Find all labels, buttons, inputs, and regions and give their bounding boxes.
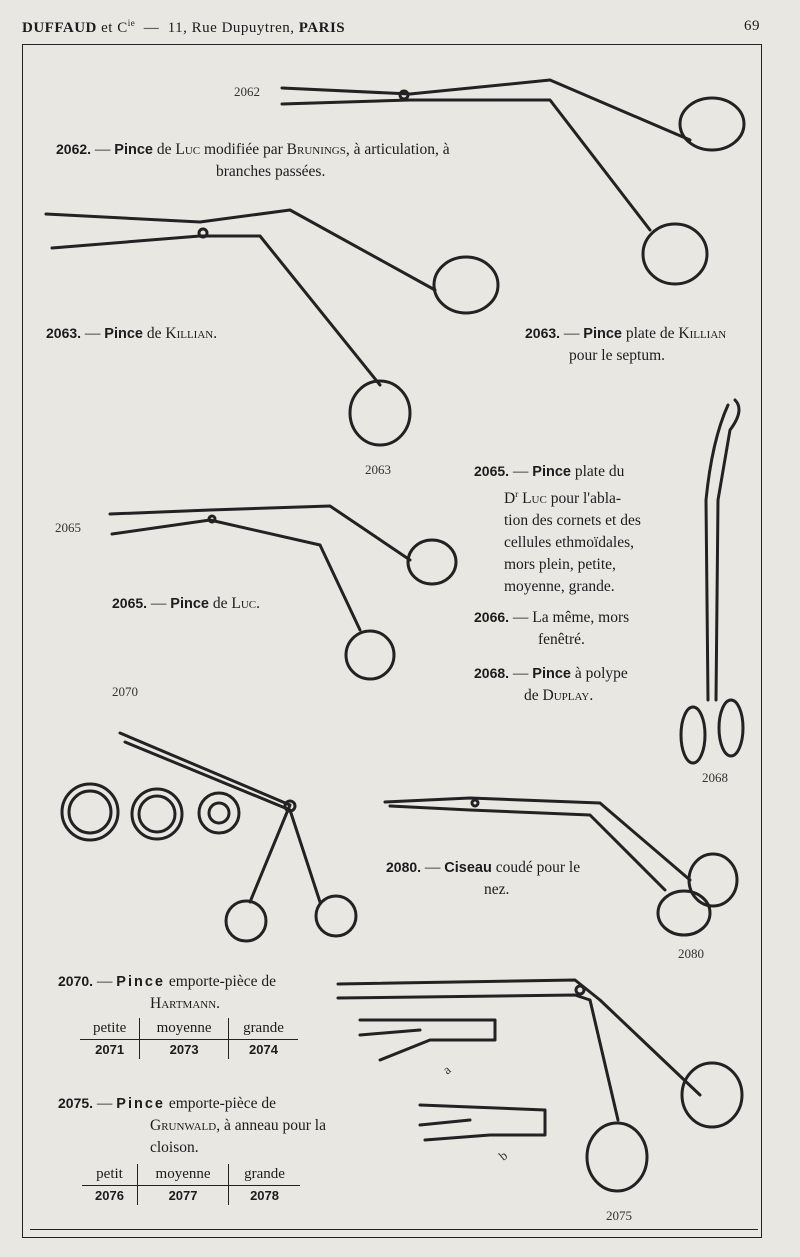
caption-2063-killian: 2063. — Pince de Killian. <box>46 325 218 342</box>
punch-2075-drawing <box>338 980 742 1191</box>
size-code: 2071 <box>95 1042 125 1057</box>
size-code: 2077 <box>137 1186 228 1206</box>
caption-2065-plate: 2065. — Pince plate du $D^r$ Luc pour l'abla- tion des cornets et des cellules ethmoïdales, mors plein, petite, moyenne, grande. <box>474 463 641 596</box>
header-dash: — <box>143 20 160 36</box>
figure-label-2068: 2068 <box>702 770 728 785</box>
header-co: $C^{ie}$ <box>117 18 136 36</box>
punch-2070-drawing <box>62 733 356 941</box>
size-code: 2076 <box>95 1188 124 1203</box>
header-et: et <box>101 20 113 36</box>
figure-label-b: b <box>495 1147 511 1164</box>
size-header: grande <box>229 1164 300 1186</box>
size-header: petit <box>82 1164 137 1186</box>
size-header: grande <box>228 1018 298 1040</box>
sizes-table-2070 <box>80 1018 298 1059</box>
caption-2080: 2080. — Ciseau coudé pour le nez. <box>386 859 581 898</box>
figure-label-2075: 2075 <box>606 1208 632 1223</box>
size-header: moyenne <box>140 1018 229 1040</box>
caption-2065-luc: 2065. — Pince de Luc. <box>112 595 260 612</box>
caption-2070: 2070. — Pince emporte-pièce de Hartmann. <box>58 973 277 1012</box>
caption-2066: 2066. — La même, mors fenêtré. <box>474 609 630 648</box>
figure-label-2080: 2080 <box>678 946 704 961</box>
size-code: 2078 <box>250 1188 279 1203</box>
caption-2068: 2068. — Pince à polype de Duplay. <box>474 665 628 704</box>
figure-label-2062: 2062 <box>234 84 260 99</box>
sizes-table-2075 <box>82 1164 300 1205</box>
figure-label-2065: 2065 <box>55 520 81 535</box>
caption-2075: 2075. — Pince emporte-pièce de Grunwald, à anneau pour la cloison. <box>58 1095 326 1156</box>
caption-2062: 2062. — Pince de Luc modifiée par Brunings, à articulation, à branches passées. <box>56 141 450 180</box>
company-name: DUFFAUD <box>22 20 97 36</box>
caption-2063-plate: 2063. — Pince plate de Killian pour le septum. <box>525 325 727 364</box>
size-code: 2073 <box>140 1040 229 1060</box>
page-number: 69 <box>744 18 760 34</box>
size-header: petite <box>80 1018 140 1040</box>
figure-label-2063: 2063 <box>365 462 391 477</box>
forceps-2068-drawing <box>681 400 743 763</box>
figure-label-a: a <box>439 1062 454 1078</box>
size-header: moyenne <box>137 1164 228 1186</box>
header-address: 11, Rue Dupuytren, <box>167 20 295 36</box>
header-city: PARIS <box>298 20 346 36</box>
figure-label-2070: 2070 <box>112 684 138 699</box>
size-code: 2074 <box>249 1042 278 1057</box>
